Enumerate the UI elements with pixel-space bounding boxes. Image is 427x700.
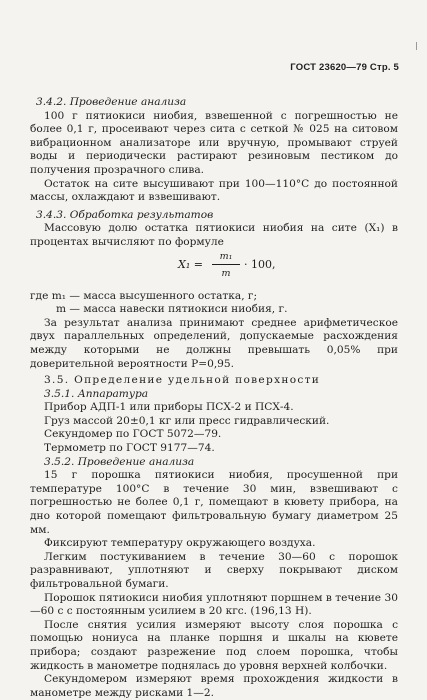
formula [30, 250, 398, 290]
section-heading-342: 3.4.2. Проведение анализа [36, 96, 187, 108]
section-heading-352: 3.5.2. Проведение анализа [44, 455, 195, 468]
document-body [30, 92, 398, 700]
paragraph: Фиксируют температуру окружающего воздуха. [44, 537, 316, 550]
margin-mark [416, 42, 417, 50]
list-item: Термометр по ГОСТ 9177—74. [44, 442, 215, 455]
paragraph: Легким постукиванием в течение 30—60 с порошок разравнивают, уплотняют и сверху покрывают диском фильтровальной бумаги. [30, 550, 398, 590]
paragraph: Секундомером измеряют время прохождения жидкости в манометре между рисками 1—2. [30, 673, 398, 699]
paragraph: 15 г порошка пятиокиси ниобия, просушенной при температуре 100°С в течение 30 мин, взвешивают с погрешностью не более 0,1 г, помещают в кювету прибора, на дно которой помещают фильтровальную бумагу диаметром 25 мм. [30, 469, 398, 536]
paragraph: Остаток на сите высушивают при 100—110°С до постоянной массы, охлаждают и взвешивают. [30, 177, 398, 204]
section-heading-35: 3.5. Определение удельной поверхности [44, 374, 321, 387]
paragraph: За результат анализа принимают среднее арифметическое двух параллельных определений, допускаемые расхождения между которыми не должны превышать 0,05% при доверительной вероятности P=0,95. [30, 316, 398, 370]
where-line-1: где m₁ — масса высушенного остатка, г; [30, 289, 258, 302]
list-item: Секундомер по ГОСТ 5072—79. [44, 428, 222, 441]
paragraph: Порошок пятиокиси ниобия уплотняют поршнем в течение 30—60 с с постоянным усилием в 20 кгс. (196,13 Н). [30, 591, 398, 618]
paragraph: Массовую долю остатка пятиокиси ниобия на сите (X₁) в процентах вычисляют по формуле [30, 222, 398, 248]
formula-fraction [212, 250, 240, 281]
section-heading-343: 3.4.3. Обработка результатов [36, 208, 214, 221]
list-item: Прибор АДП-1 или приборы ПСХ-2 и ПСХ-4. [44, 401, 294, 414]
formula-lhs: X₁ = [178, 257, 203, 271]
where-line-2: m — масса навески пятиокиси ниобия, г. [56, 303, 288, 316]
paragraph: 100 г пятиокиси ниобия, взвешенной с погрешностью не более 0,1 г, просеивают через сита с сеткой № 025 на ситовом вибрационном анализаторе или вручную, промывают струей воды и периодически растирают резиновым пестиком до получения прозрачного слива. [30, 109, 398, 176]
paragraph: После снятия усилия измеряют высоту слоя порошка с помощью нониуса на планке поршня и шкалы на кювете прибора; создают разрежение под слоем порошка, чтобы жидкость в манометре поднялась до уровня верхней колбочки. [30, 618, 398, 672]
formula-denominator: m [221, 268, 231, 280]
formula-rhs: · 100, [244, 257, 276, 271]
section-heading-351: 3.5.1. Аппаратура [44, 387, 149, 400]
page-header: ГОСТ 23620—79 Стр. 5 [290, 62, 399, 73]
formula-numerator: m₁ [212, 250, 240, 266]
list-item: Груз массой 20±0,1 кг или пресс гидравлический. [44, 414, 330, 427]
